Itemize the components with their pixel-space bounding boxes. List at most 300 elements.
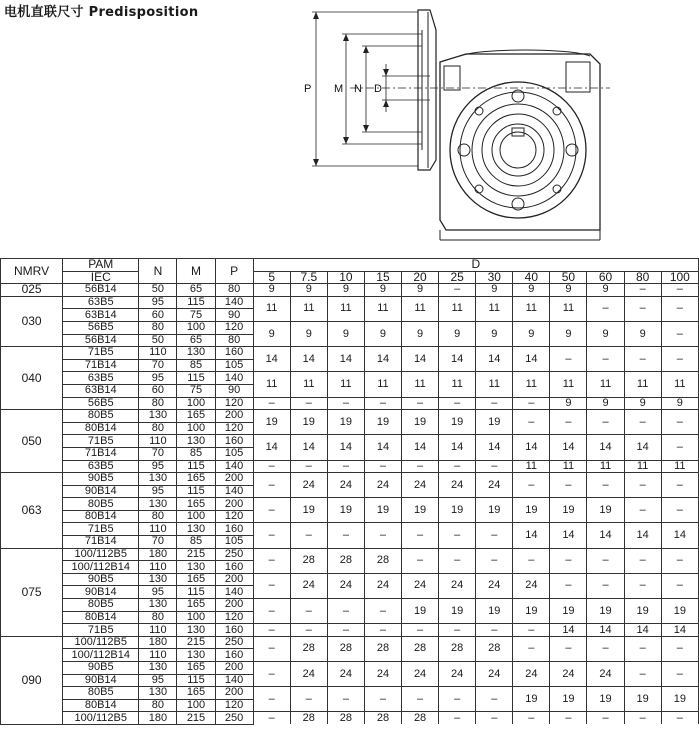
- iec-cell: 100/112B14: [63, 561, 139, 574]
- d-cell: –: [290, 397, 327, 410]
- d-cell: 9: [290, 321, 327, 346]
- d-cell: 11: [290, 372, 327, 397]
- d-cell: –: [439, 624, 476, 637]
- d-cell: –: [513, 548, 550, 573]
- d-cell: 24: [364, 573, 401, 598]
- d-cell: 19: [439, 599, 476, 624]
- d-cell: 11: [550, 296, 587, 321]
- d-cell: –: [661, 410, 698, 435]
- d-cell: 24: [513, 573, 550, 598]
- m-cell: 215: [177, 636, 215, 649]
- d-cell: –: [476, 624, 513, 637]
- d-cell: –: [364, 599, 401, 624]
- d-cell: 19: [327, 498, 364, 523]
- n-cell: 110: [139, 624, 177, 637]
- d-cell: –: [327, 687, 364, 712]
- header-ratio: 100: [661, 271, 698, 284]
- n-cell: 80: [139, 611, 177, 624]
- m-cell: 100: [177, 699, 215, 712]
- p-cell: 200: [215, 662, 253, 675]
- d-cell: 14: [253, 435, 290, 460]
- d-cell: 24: [550, 662, 587, 687]
- dim-label-p: P: [304, 83, 312, 95]
- iec-cell: 90B5: [63, 662, 139, 675]
- p-cell: 160: [215, 649, 253, 662]
- iec-cell: 80B14: [63, 422, 139, 435]
- d-cell: –: [513, 636, 550, 661]
- d-cell: –: [661, 321, 698, 346]
- d-cell: 14: [253, 347, 290, 372]
- d-cell: –: [513, 397, 550, 410]
- d-cell: 11: [624, 372, 661, 397]
- d-cell: –: [402, 624, 439, 637]
- d-cell: 19: [550, 599, 587, 624]
- d-cell: –: [624, 284, 661, 297]
- table-row: [1, 636, 699, 649]
- d-cell: –: [253, 473, 290, 498]
- m-cell: 130: [177, 561, 215, 574]
- d-cell: –: [253, 523, 290, 548]
- n-cell: 130: [139, 473, 177, 486]
- d-cell: –: [661, 662, 698, 687]
- m-cell: 85: [177, 359, 215, 372]
- p-cell: 200: [215, 599, 253, 612]
- d-cell: –: [290, 460, 327, 473]
- d-cell: –: [624, 662, 661, 687]
- d-cell: –: [327, 599, 364, 624]
- dim-label-n: N: [354, 83, 362, 95]
- d-cell: 9: [661, 397, 698, 410]
- p-cell: 140: [215, 372, 253, 385]
- n-cell: 130: [139, 687, 177, 700]
- d-cell: –: [587, 573, 624, 598]
- d-cell: –: [439, 523, 476, 548]
- d-cell: –: [550, 347, 587, 372]
- m-cell: 130: [177, 649, 215, 662]
- d-cell: –: [476, 460, 513, 473]
- d-cell: –: [476, 687, 513, 712]
- d-cell: –: [587, 548, 624, 573]
- d-cell: 19: [253, 410, 290, 435]
- d-cell: 11: [513, 296, 550, 321]
- d-cell: 9: [439, 321, 476, 346]
- d-cell: 9: [364, 321, 401, 346]
- m-cell: 165: [177, 410, 215, 423]
- p-cell: 80: [215, 334, 253, 347]
- p-cell: 90: [215, 384, 253, 397]
- n-cell: 95: [139, 372, 177, 385]
- d-cell: 14: [624, 624, 661, 637]
- d-cell: 14: [550, 523, 587, 548]
- d-cell: 24: [327, 573, 364, 598]
- d-cell: –: [624, 573, 661, 598]
- d-cell: 19: [513, 498, 550, 523]
- d-cell: 19: [661, 599, 698, 624]
- d-cell: 11: [587, 460, 624, 473]
- m-cell: 85: [177, 447, 215, 460]
- d-cell: 11: [550, 372, 587, 397]
- m-cell: 115: [177, 674, 215, 687]
- d-cell: –: [253, 397, 290, 410]
- table-row: [1, 284, 699, 297]
- iec-cell: 80B5: [63, 599, 139, 612]
- header-d: D: [253, 259, 698, 272]
- d-cell: 19: [364, 410, 401, 435]
- header-ratio: 5: [253, 271, 290, 284]
- p-cell: 160: [215, 435, 253, 448]
- iec-cell: 71B14: [63, 447, 139, 460]
- d-cell: –: [253, 460, 290, 473]
- d-cell: 24: [364, 662, 401, 687]
- d-cell: 24: [439, 662, 476, 687]
- predisposition-table: [0, 258, 699, 725]
- table-row: [1, 599, 699, 612]
- d-cell: 19: [661, 687, 698, 712]
- d-cell: 9: [253, 284, 290, 297]
- d-cell: 28: [290, 712, 327, 725]
- m-cell: 215: [177, 548, 215, 561]
- table-row: [1, 296, 699, 309]
- iec-cell: 71B14: [63, 536, 139, 549]
- d-cell: 11: [476, 372, 513, 397]
- model-cell: 063: [1, 473, 63, 549]
- table-row: [1, 460, 699, 473]
- n-cell: 50: [139, 284, 177, 297]
- p-cell: 200: [215, 573, 253, 586]
- d-cell: –: [253, 712, 290, 725]
- d-cell: 19: [550, 498, 587, 523]
- d-cell: 28: [327, 712, 364, 725]
- d-cell: 9: [624, 321, 661, 346]
- table-row: [1, 372, 699, 385]
- m-cell: 130: [177, 435, 215, 448]
- table-row: [1, 523, 699, 536]
- header-row: [1, 271, 699, 284]
- d-cell: 19: [402, 599, 439, 624]
- d-cell: 14: [624, 435, 661, 460]
- iec-cell: 63B5: [63, 460, 139, 473]
- d-cell: 19: [513, 599, 550, 624]
- d-cell: 11: [402, 296, 439, 321]
- iec-cell: 80B14: [63, 699, 139, 712]
- model-cell: 090: [1, 636, 63, 724]
- d-cell: –: [476, 523, 513, 548]
- d-cell: –: [327, 523, 364, 548]
- d-cell: 19: [587, 599, 624, 624]
- iec-cell: 63B5: [63, 296, 139, 309]
- table-row: [1, 347, 699, 360]
- d-cell: 14: [550, 435, 587, 460]
- d-cell: 14: [587, 624, 624, 637]
- n-cell: 110: [139, 649, 177, 662]
- table-row: [1, 321, 699, 334]
- d-cell: 9: [290, 284, 327, 297]
- iec-cell: 90B14: [63, 485, 139, 498]
- n-cell: 95: [139, 296, 177, 309]
- d-cell: 11: [253, 296, 290, 321]
- table-row: [1, 435, 699, 448]
- d-cell: –: [550, 410, 587, 435]
- table-row: [1, 712, 699, 725]
- d-cell: –: [624, 548, 661, 573]
- iec-cell: 100/112B5: [63, 548, 139, 561]
- d-cell: 14: [364, 347, 401, 372]
- d-cell: –: [253, 548, 290, 573]
- m-cell: 165: [177, 599, 215, 612]
- n-cell: 130: [139, 410, 177, 423]
- d-cell: 9: [513, 284, 550, 297]
- iec-cell: 100/112B5: [63, 636, 139, 649]
- d-cell: –: [624, 636, 661, 661]
- iec-cell: 63B14: [63, 384, 139, 397]
- d-cell: 19: [290, 498, 327, 523]
- d-cell: 9: [587, 284, 624, 297]
- d-cell: –: [364, 397, 401, 410]
- d-cell: 19: [476, 599, 513, 624]
- d-cell: 28: [364, 712, 401, 725]
- iec-cell: 80B14: [63, 611, 139, 624]
- d-cell: 14: [513, 523, 550, 548]
- d-cell: 28: [327, 548, 364, 573]
- d-cell: –: [327, 624, 364, 637]
- d-cell: 14: [439, 347, 476, 372]
- d-cell: 9: [476, 284, 513, 297]
- p-cell: 250: [215, 636, 253, 649]
- iec-cell: 71B5: [63, 347, 139, 360]
- d-cell: –: [439, 548, 476, 573]
- d-cell: –: [327, 460, 364, 473]
- model-cell: 050: [1, 410, 63, 473]
- d-cell: –: [661, 548, 698, 573]
- n-cell: 80: [139, 699, 177, 712]
- d-cell: 24: [439, 573, 476, 598]
- iec-cell: 80B5: [63, 410, 139, 423]
- header-iec: IEC: [63, 271, 139, 284]
- p-cell: 120: [215, 321, 253, 334]
- d-cell: 9: [550, 321, 587, 346]
- d-cell: 28: [290, 548, 327, 573]
- p-cell: 250: [215, 548, 253, 561]
- m-cell: 115: [177, 586, 215, 599]
- d-cell: –: [661, 498, 698, 523]
- n-cell: 95: [139, 586, 177, 599]
- d-cell: 24: [402, 473, 439, 498]
- iec-cell: 71B5: [63, 624, 139, 637]
- m-cell: 115: [177, 485, 215, 498]
- d-cell: 28: [402, 712, 439, 725]
- n-cell: 80: [139, 510, 177, 523]
- iec-cell: 100/112B14: [63, 649, 139, 662]
- d-cell: 28: [364, 636, 401, 661]
- m-cell: 130: [177, 347, 215, 360]
- d-cell: 11: [327, 372, 364, 397]
- header-p: P: [215, 259, 253, 284]
- d-cell: 24: [476, 573, 513, 598]
- d-cell: –: [253, 599, 290, 624]
- n-cell: 80: [139, 321, 177, 334]
- d-cell: –: [290, 599, 327, 624]
- d-cell: 24: [402, 662, 439, 687]
- d-cell: 24: [476, 662, 513, 687]
- d-cell: 11: [513, 460, 550, 473]
- iec-cell: 56B5: [63, 397, 139, 410]
- d-cell: 11: [439, 372, 476, 397]
- model-cell: 025: [1, 284, 63, 297]
- d-cell: 19: [476, 498, 513, 523]
- d-cell: 14: [513, 347, 550, 372]
- n-cell: 110: [139, 347, 177, 360]
- model-cell: 075: [1, 548, 63, 636]
- m-cell: 100: [177, 510, 215, 523]
- d-cell: –: [253, 662, 290, 687]
- m-cell: 75: [177, 309, 215, 322]
- p-cell: 120: [215, 397, 253, 410]
- header-ratio: 15: [364, 271, 401, 284]
- iec-cell: 56B14: [63, 334, 139, 347]
- d-cell: –: [290, 523, 327, 548]
- table-row: [1, 687, 699, 700]
- header-n: N: [139, 259, 177, 284]
- d-cell: 24: [327, 662, 364, 687]
- table-row: [1, 624, 699, 637]
- d-cell: 11: [661, 460, 698, 473]
- d-cell: –: [364, 687, 401, 712]
- m-cell: 115: [177, 460, 215, 473]
- d-cell: –: [253, 636, 290, 661]
- header-model: NMRV: [1, 259, 63, 284]
- d-cell: –: [661, 284, 698, 297]
- p-cell: 140: [215, 586, 253, 599]
- p-cell: 120: [215, 422, 253, 435]
- m-cell: 115: [177, 296, 215, 309]
- n-cell: 130: [139, 573, 177, 586]
- n-cell: 130: [139, 599, 177, 612]
- header-pam: PAM: [63, 259, 139, 272]
- table-row: [1, 573, 699, 586]
- d-cell: 19: [587, 687, 624, 712]
- d-cell: –: [290, 624, 327, 637]
- d-cell: 11: [513, 372, 550, 397]
- d-cell: 11: [550, 460, 587, 473]
- d-cell: 9: [587, 321, 624, 346]
- d-cell: –: [624, 296, 661, 321]
- d-cell: 14: [290, 347, 327, 372]
- d-cell: 19: [364, 498, 401, 523]
- p-cell: 105: [215, 447, 253, 460]
- p-cell: 140: [215, 674, 253, 687]
- d-cell: –: [253, 573, 290, 598]
- d-cell: 9: [327, 321, 364, 346]
- d-cell: 9: [513, 321, 550, 346]
- m-cell: 100: [177, 422, 215, 435]
- p-cell: 105: [215, 359, 253, 372]
- dim-label-d: D: [374, 83, 382, 95]
- d-cell: 28: [364, 548, 401, 573]
- d-cell: –: [550, 548, 587, 573]
- page-title: 电机直联尺寸 Predisposition: [4, 5, 199, 20]
- d-cell: –: [661, 347, 698, 372]
- d-cell: 11: [402, 372, 439, 397]
- d-cell: –: [402, 687, 439, 712]
- d-cell: 24: [290, 573, 327, 598]
- d-cell: 9: [550, 397, 587, 410]
- m-cell: 115: [177, 372, 215, 385]
- d-cell: –: [661, 636, 698, 661]
- d-cell: –: [290, 687, 327, 712]
- d-cell: –: [550, 636, 587, 661]
- d-cell: –: [587, 473, 624, 498]
- d-cell: –: [476, 548, 513, 573]
- n-cell: 70: [139, 359, 177, 372]
- n-cell: 180: [139, 548, 177, 561]
- d-cell: 24: [513, 662, 550, 687]
- n-cell: 80: [139, 422, 177, 435]
- d-cell: –: [587, 712, 624, 725]
- d-cell: –: [513, 624, 550, 637]
- d-cell: –: [661, 712, 698, 725]
- header-ratio: 10: [327, 271, 364, 284]
- n-cell: 110: [139, 435, 177, 448]
- n-cell: 70: [139, 536, 177, 549]
- d-cell: –: [402, 523, 439, 548]
- p-cell: 200: [215, 498, 253, 511]
- d-cell: 24: [439, 473, 476, 498]
- dim-label-m: M: [334, 83, 344, 95]
- header-ratio: 60: [587, 271, 624, 284]
- d-cell: 9: [253, 321, 290, 346]
- m-cell: 130: [177, 523, 215, 536]
- d-cell: 14: [587, 435, 624, 460]
- iec-cell: 90B14: [63, 586, 139, 599]
- iec-cell: 80B5: [63, 687, 139, 700]
- d-cell: –: [513, 473, 550, 498]
- d-cell: 24: [327, 473, 364, 498]
- iec-cell: 56B14: [63, 284, 139, 297]
- d-cell: 19: [439, 410, 476, 435]
- d-cell: 11: [587, 372, 624, 397]
- m-cell: 75: [177, 384, 215, 397]
- header-ratio: 25: [439, 271, 476, 284]
- p-cell: 160: [215, 347, 253, 360]
- d-cell: –: [550, 473, 587, 498]
- d-cell: 14: [476, 347, 513, 372]
- d-cell: 11: [476, 296, 513, 321]
- d-cell: 24: [290, 473, 327, 498]
- header-row: [1, 259, 699, 272]
- d-cell: 24: [476, 473, 513, 498]
- d-cell: 14: [550, 624, 587, 637]
- d-cell: –: [439, 460, 476, 473]
- iec-cell: 71B5: [63, 435, 139, 448]
- header-ratio: 7.5: [290, 271, 327, 284]
- table-row: [1, 498, 699, 511]
- d-cell: 19: [624, 599, 661, 624]
- m-cell: 165: [177, 687, 215, 700]
- d-cell: –: [587, 410, 624, 435]
- m-cell: 165: [177, 498, 215, 511]
- d-cell: –: [253, 624, 290, 637]
- d-cell: –: [587, 636, 624, 661]
- model-cell: 030: [1, 296, 63, 346]
- table-row: [1, 397, 699, 410]
- d-cell: 14: [327, 347, 364, 372]
- d-cell: 19: [587, 498, 624, 523]
- d-cell: –: [364, 460, 401, 473]
- d-cell: –: [402, 548, 439, 573]
- p-cell: 160: [215, 523, 253, 536]
- model-cell: 040: [1, 347, 63, 410]
- m-cell: 100: [177, 397, 215, 410]
